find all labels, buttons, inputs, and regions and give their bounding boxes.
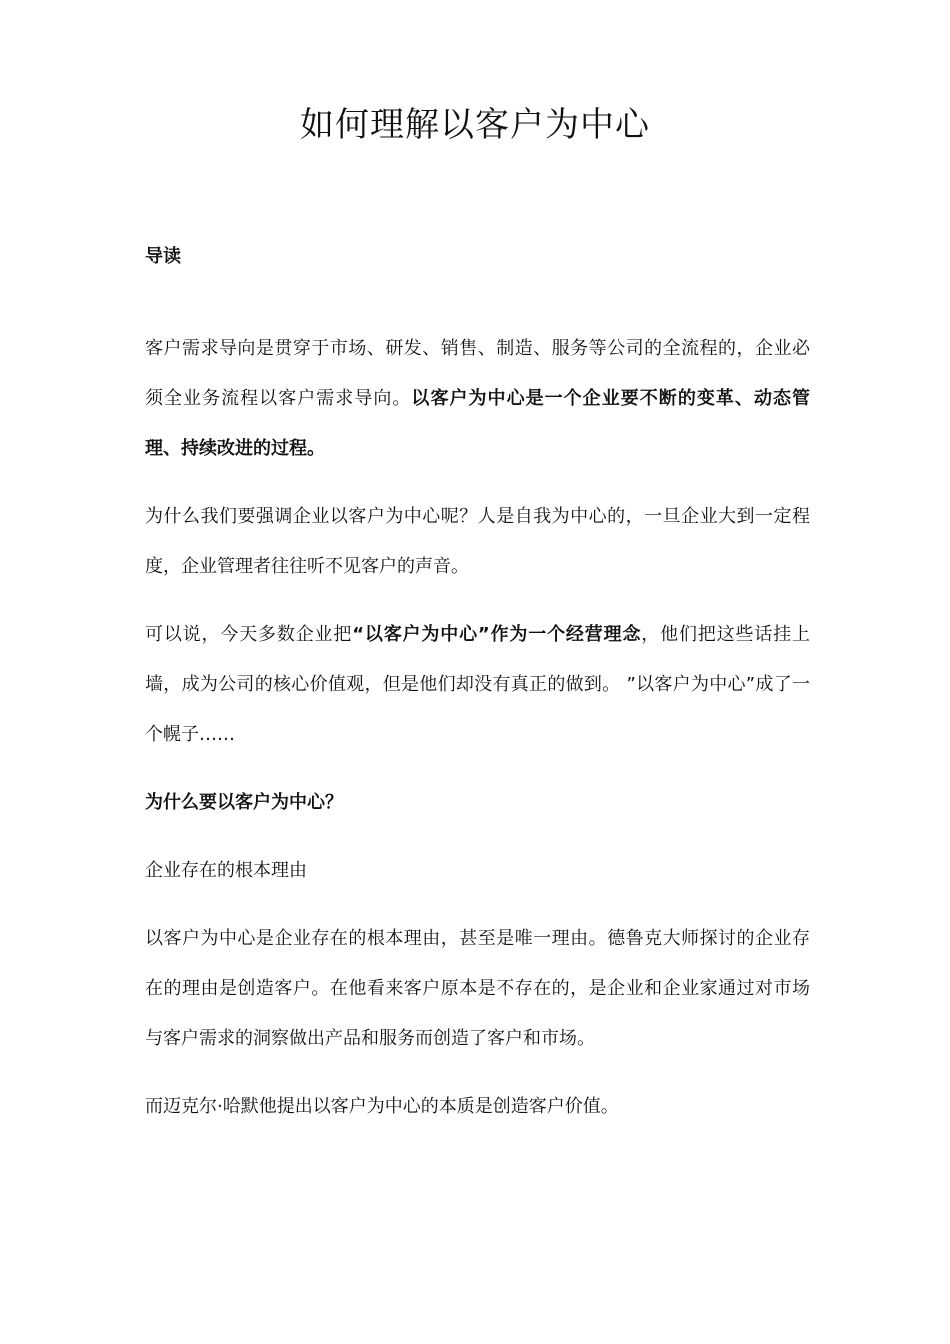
paragraph-3-end: ，他们把这些话挂上墙，成为公司的核心价值观，但是他们却没有真正的做到。 ”以客户为中心”成了一个幌子……: [145, 624, 810, 745]
paragraph-1-bold: 以客户为中心是一个企业要不断的变革、动态管理、持续改进的过程。: [145, 388, 811, 459]
intro-heading: 导读: [145, 246, 181, 267]
paragraph-1-text: 客户需求导向是贯穿于市场、研发、销售、制造、服务等公司的全流程的，企业必须全业务流程以客户需求导向。: [145, 338, 810, 409]
paragraph-2: 为什么我们要强调企业以客户为中心呢？人是自我为中心的，一旦企业大到一定程度，企业管理者往往听不见客户的声音。: [145, 506, 810, 577]
document-body: [145, 232, 810, 1150]
paragraph-3-bold: “以客户为中心”作为一个经营理念: [352, 624, 642, 645]
paragraph-1: [145, 324, 810, 474]
document-title: 如何理解以客户为中心: [300, 105, 650, 145]
paragraph-4: 以客户为中心是企业存在的根本理由，甚至是唯一理由。德鲁克大师探讨的企业存在的理由是创造客户。在他看来客户原本是不存在的，是企业和企业家通过对市场与客户需求的洞察做出产品和服务而创造了客户和市场。: [145, 928, 810, 1049]
paragraph-3: [145, 610, 810, 760]
paragraph-3-start: 可以说，今天多数企业把: [145, 624, 353, 645]
section-heading: 为什么要以客户为中心？: [145, 792, 343, 813]
paragraph-5: 而迈克尔·哈默他提出以客户为中心的本质是创造客户价值。: [145, 1096, 619, 1117]
subheading: 企业存在的根本理由: [145, 860, 307, 881]
